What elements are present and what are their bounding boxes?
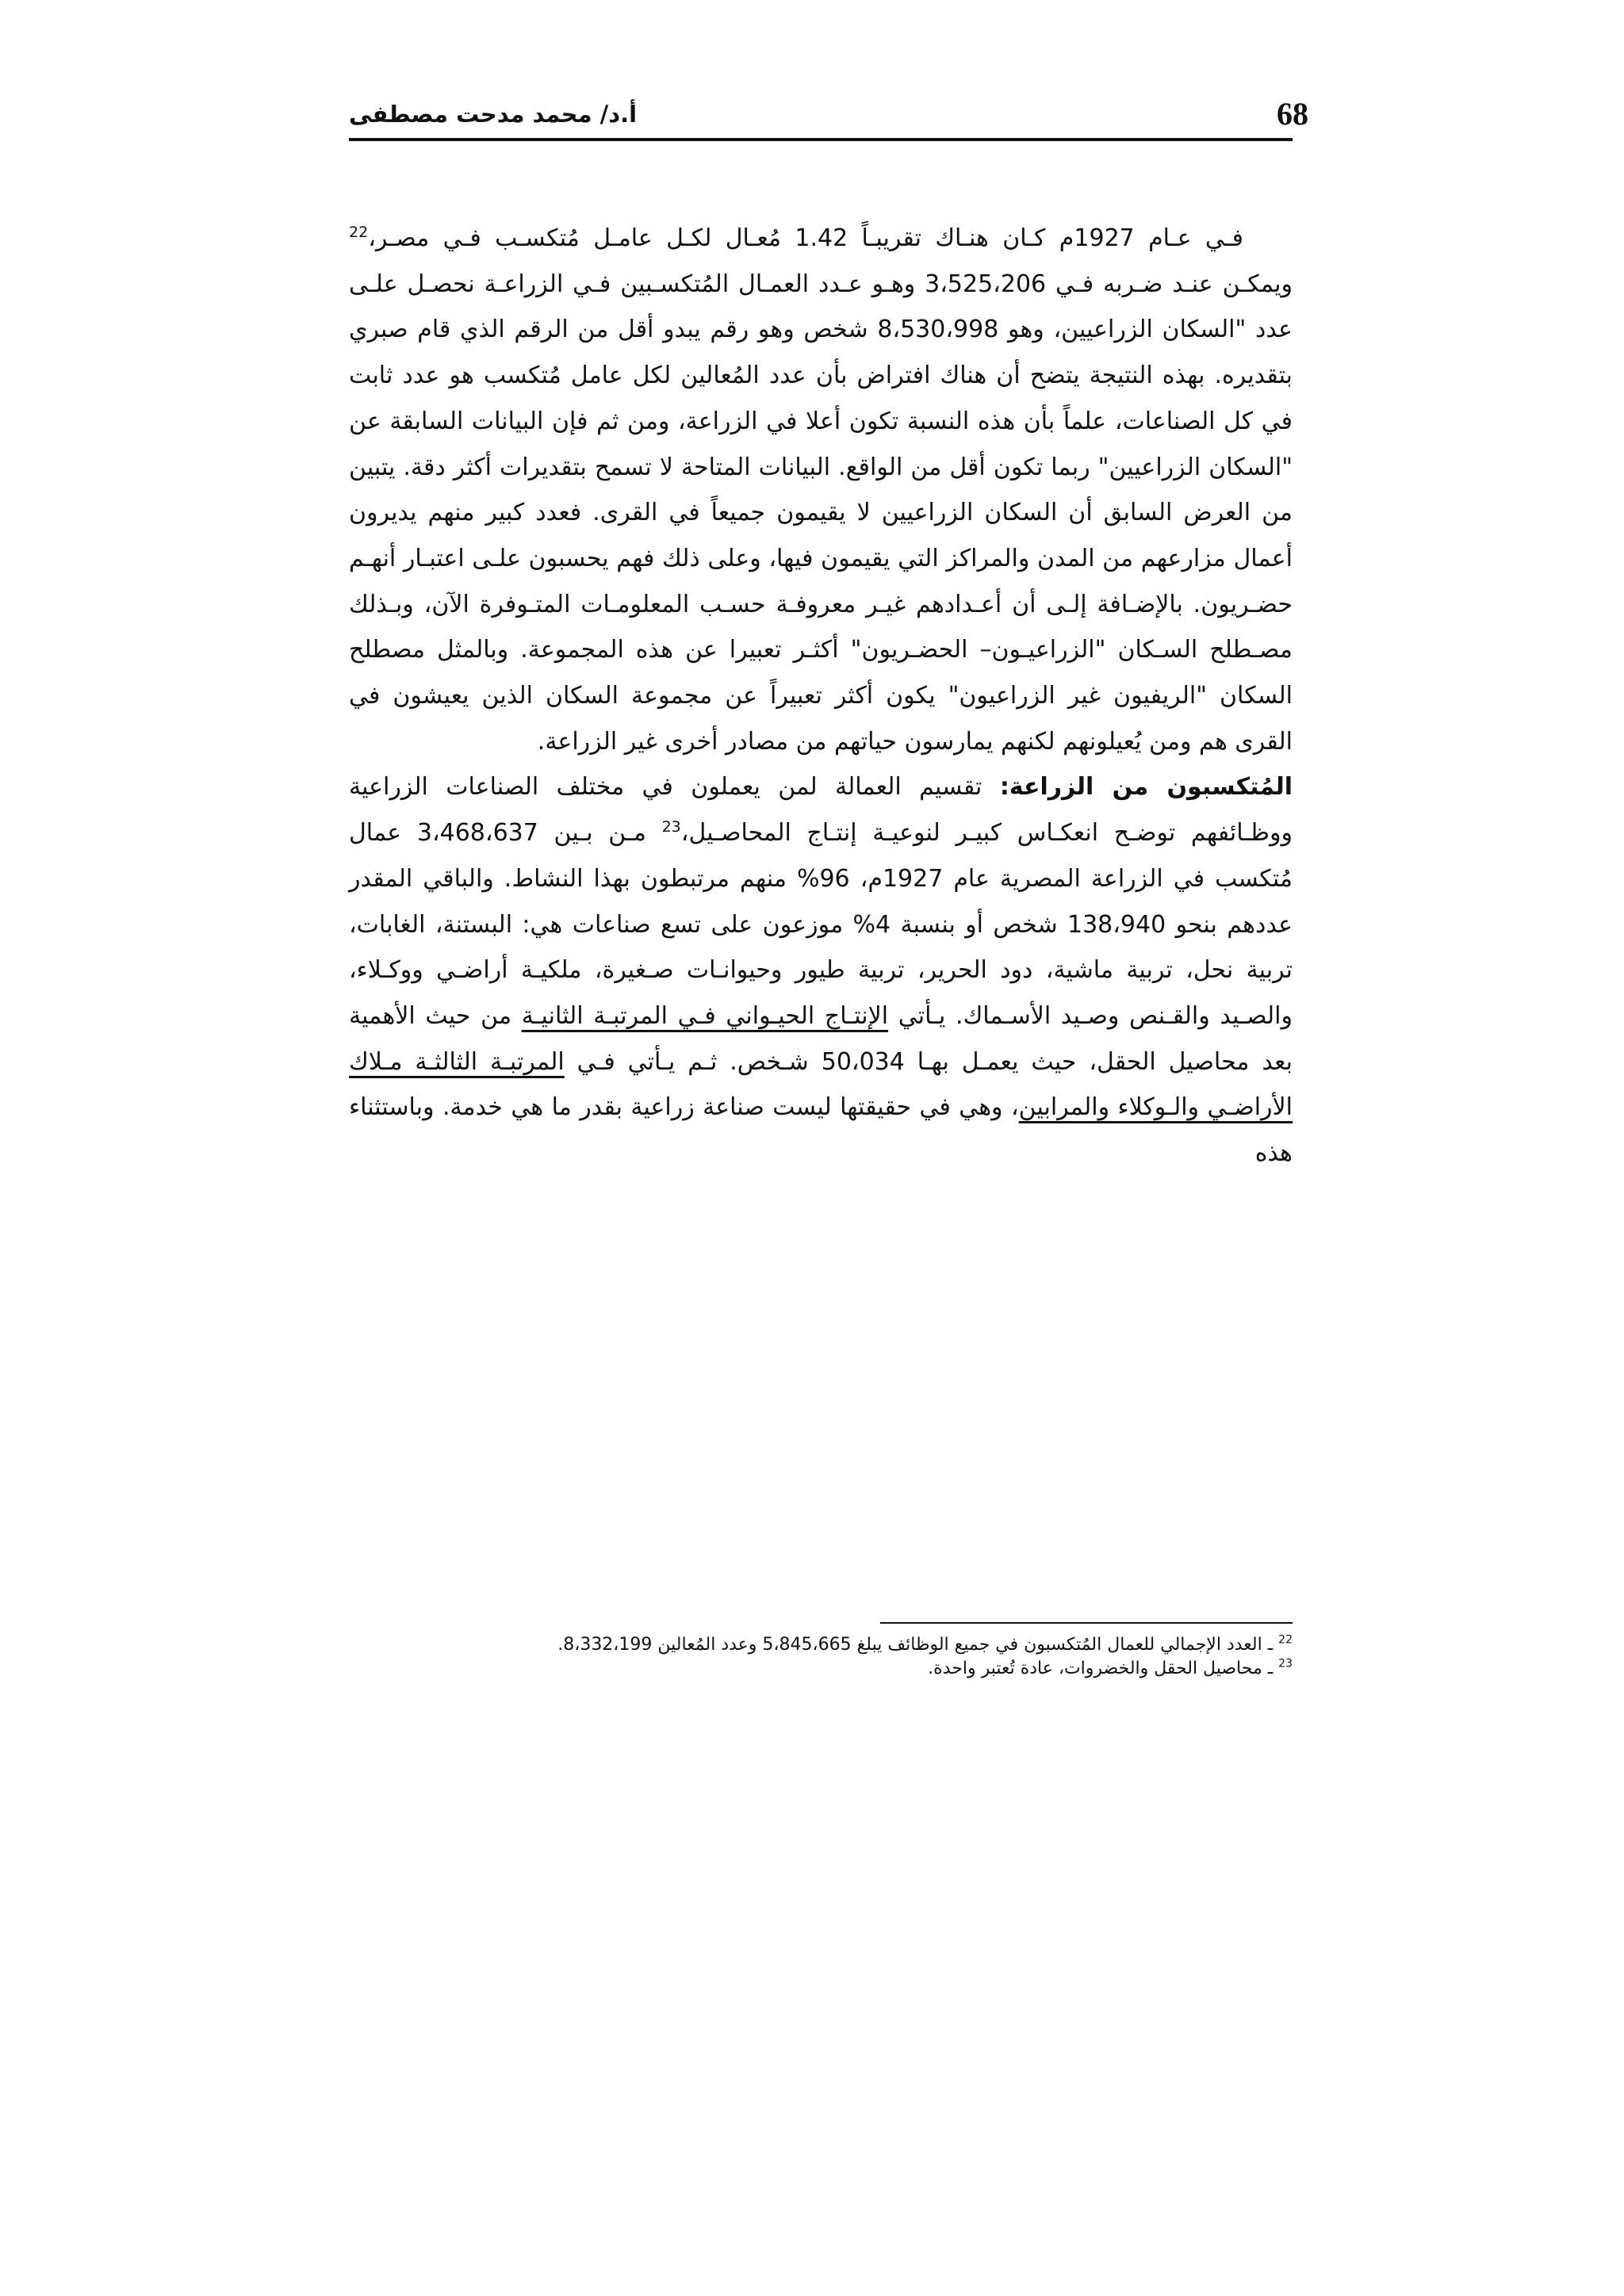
footnote-22 (349, 1633, 1293, 1657)
page-number: 68 (1277, 96, 1308, 132)
paragraph-1-text-b: ويمكـن عنـد ضـربه فـي 3،525،206 وهـو عـدد العمـال المُتكسـبين فـي الزراعـة نحصـل علـى عدد "السكان الزراعيين، وهو 8،530،998 شخص وهو رقم يبدو أقل من الرقم الذي قام صبري بتقديره. بهذه النتيجة يتضح أن هناك افتراض بأن عدد المُعالين لكل عامل مُتكسب هو عدد ثابت في كل الصناعات، علماً بأن هذه النسبة تكون أعلا في الزراعة، ومن ثم فإن البيانات السابقة عن "السكان الزراعيين" ربما تكون أقل من الواقع. البيانات المتاحة لا تسمح بتقديرات أكثر دقة. يتبين من العرض السابق أن السكان الزراعيين لا يقيمون جميعاً في القرى. فعدد كبير منهم يديرون أعمال مزارعهم من المدن والمراكز التي يقيمون فيها، وعلى ذلك فهم يحسبون علـى اعتبـار أنهـم حضـريون. بالإضـافة إلـى أن أعـدادهم غيـر معروفـة حسـب المعلومـات المتـوفرة الآن، وبـذلك مصـطلح السـكان "الزراعيـون– الحضـريون" أكثـر تعبيرا عن هذه المجموعة. وبالمثل مصطلح السكان "الريفيون غير الزراعيون" يكون أكثر تعبيراً عن مجموعة السكان الذين يعيشون في القرى هم ومن يُعيلونهم لكنهم يمارسون حياتهم من مصادر أخرى غير الزراعة. (349, 270, 1293, 756)
footnote-number: 23 (1278, 1657, 1293, 1670)
underlined-phrase-landowners: المرتبـة الثالثـة مـلاك الأراضـي والـوكلاء والمرابين (349, 1047, 1293, 1122)
page-header (349, 94, 1308, 141)
paragraph-1 (349, 216, 1293, 764)
paragraph-1-text-a: فـي عـام 1927م كـان هنـاك تقريبـاً 1.42 مُعـال لكـل عامـل مُتكسـب فـي مصـر، (368, 224, 1244, 252)
section-lead-term: المُتكسبون من الزراعة: (999, 773, 1293, 802)
running-header-author: أ.د/ محمد مدحت مصطفى (349, 101, 638, 128)
paragraph-2-text-c: من حيث الأهمية بعد محاصيل الحقل، حيث يعمـل بهـا 50،034 شـخص. ثـم يـأتي فـي (349, 1001, 1293, 1076)
paragraph-2-text-d: ، وهي في حقيقتها ليست صناعة زراعية بقدر ما هي خدمة. وباستثناء هذه (349, 1093, 1293, 1168)
footnote-ref-22[interactable]: 22 (349, 224, 369, 241)
paragraph-2 (349, 764, 1293, 1176)
footnote-ref-23[interactable]: 23 (661, 818, 681, 836)
footnote-23 (349, 1657, 1293, 1681)
paragraph-2-text-a: تقسيم العمالة لمن يعملون في مختلف الصناعات الزراعية ووظـائفهم توضـح انعكـاس كبيـر لنوعيـة إنتـاج المحاصـيل، (349, 773, 1293, 848)
footnote-separator (880, 1622, 1293, 1624)
footnote-text: ـ العدد الإجمالي للعمال المُتكسبون في جميع الوظائف يبلغ 5،845،665 وعدد المُعالين 8،332،199. (557, 1635, 1279, 1655)
underlined-phrase-livestock: الإنتـاج الحيـواني فـي المرتبـة الثانيـة (521, 1001, 889, 1030)
footnote-text: ـ محاصيل الحقل والخضروات، عادة تُعتبر واحدة. (928, 1659, 1279, 1678)
footnotes (349, 1633, 1293, 1681)
body-text (349, 216, 1293, 1177)
paragraph-2-text-b: مـن بـين 3،468،637 عمال مُتكسب في الزراعة المصرية عام 1927م، 96% منهم مرتبطون بهذا النشاط. والباقي المقدر عددهم بنحو 138،940 شخص أو بنسبة 4% موزعون على تسع صناعات هي: البستنة، الغابات، تربية نحل، تربية ماشية، دود الحرير، تربية طيور وحيوانـات صـغيرة، ملكيـة أراضـي ووكـلاء، والصـيد والقـنص وصـيد الأسـماك. يـأتي (349, 819, 1293, 1030)
footnote-number: 22 (1278, 1633, 1293, 1647)
